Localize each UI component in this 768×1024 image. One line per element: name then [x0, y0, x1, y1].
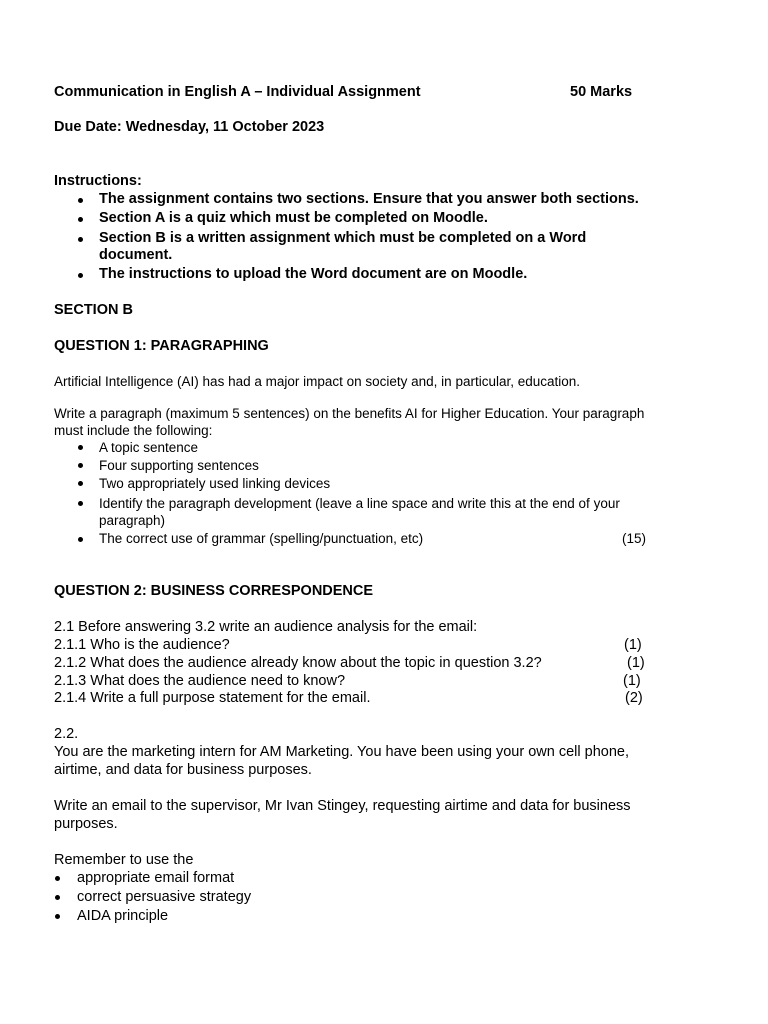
audience-question: 2.1.1 Who is the audience?	[54, 637, 230, 653]
question1-marks: (15)	[622, 531, 647, 546]
remember-item: AIDA principle	[77, 908, 169, 924]
question1-item: Identify the paragraph development (leave a line space and write this at the end of your	[99, 496, 620, 511]
bullet-icon	[78, 198, 83, 203]
scenario-line: airtime, and data for business purposes.	[54, 762, 312, 778]
due-date: Due Date: Wednesday, 11 October 2023	[54, 119, 325, 135]
question1-intro: Artificial Intelligence (AI) has had a major impact on society and, in particular, education.	[54, 374, 581, 389]
bullet-icon	[78, 237, 83, 242]
bullet-icon	[78, 445, 83, 450]
remember-item: appropriate email format	[77, 870, 235, 886]
question1-task-line: Write a paragraph (maximum 5 sentences) on the benefits AI for Higher Education. Your paragraph	[54, 406, 645, 421]
bullet-icon	[55, 876, 60, 881]
instruction-item: The instructions to upload the Word document are on Moodle.	[99, 266, 528, 282]
audience-question-marks: (2)	[625, 690, 643, 706]
email-task-line: Write an email to the supervisor, Mr Ivan Stingey, requesting airtime and data for business	[54, 798, 631, 814]
instructions-heading: Instructions:	[54, 173, 142, 189]
question1-item-continuation: paragraph)	[99, 513, 166, 528]
instruction-item: The assignment contains two sections. Ensure that you answer both sections.	[99, 191, 639, 207]
bullet-icon	[78, 463, 83, 468]
bullet-icon	[55, 895, 60, 900]
audience-analysis-intro: 2.1 Before answering 3.2 write an audience analysis for the email:	[54, 619, 478, 635]
audience-question: 2.1.2 What does the audience already know about the topic in question 3.2?	[54, 655, 542, 671]
scenario-line: You are the marketing intern for AM Marketing. You have been using your own cell phone,	[54, 744, 629, 760]
bullet-icon	[78, 537, 83, 542]
instruction-item: Section B is a written assignment which must be completed on a Word	[99, 230, 587, 246]
audience-question-marks: (1)	[623, 673, 641, 689]
part-label: 2.2.	[54, 726, 79, 742]
remember-item: correct persuasive strategy	[77, 889, 252, 905]
bullet-icon	[78, 501, 83, 506]
remember-label: Remember to use the	[54, 852, 194, 868]
question1-heading: QUESTION 1: PARAGRAPHING	[54, 338, 269, 354]
question1-item: The correct use of grammar (spelling/punctuation, etc)	[99, 531, 424, 546]
bullet-icon	[78, 481, 83, 486]
instruction-item-continuation: document.	[99, 247, 173, 263]
audience-question-marks: (1)	[627, 655, 645, 671]
email-task-line: purposes.	[54, 816, 118, 832]
bullet-icon	[78, 217, 83, 222]
document-title: Communication in English A – Individual Assignment	[54, 84, 421, 100]
bullet-icon	[78, 273, 83, 278]
section-title: SECTION B	[54, 302, 133, 318]
question1-item: Two appropriately used linking devices	[99, 476, 331, 491]
question1-item: Four supporting sentences	[99, 458, 259, 473]
question1-task-line: must include the following:	[54, 423, 213, 438]
total-marks: 50 Marks	[570, 84, 633, 100]
bullet-icon	[55, 914, 60, 919]
audience-question: 2.1.4 Write a full purpose statement for the email.	[54, 690, 371, 706]
audience-question-marks: (1)	[624, 637, 642, 653]
instruction-item: Section A is a quiz which must be completed on Moodle.	[99, 210, 488, 226]
audience-question: 2.1.3 What does the audience need to know?	[54, 673, 346, 689]
question2-heading: QUESTION 2: BUSINESS CORRESPONDENCE	[54, 583, 374, 599]
question1-item: A topic sentence	[99, 440, 199, 455]
